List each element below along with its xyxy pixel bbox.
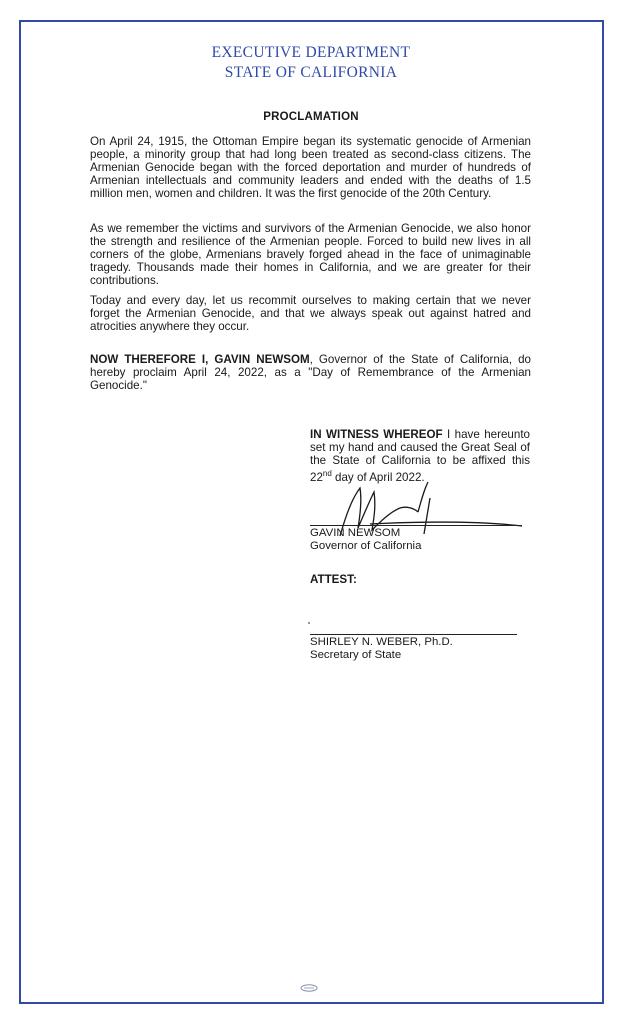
governor-name: GAVIN NEWSOM [310,527,401,539]
attest-label: ATTEST: [310,573,357,586]
header-department: EXECUTIVE DEPARTMENT [211,44,411,61]
secretary-block [310,636,453,662]
proclamation-lead: NOW THEREFORE I, GAVIN NEWSOM [90,353,310,366]
governor-signature-line [310,525,522,526]
stray-mark [308,622,310,624]
header-state: STATE OF CALIFORNIA [224,64,398,81]
secretary-title: Secretary of State [310,649,402,661]
document-header [0,43,622,83]
proclamation-title: PROCLAMATION [263,111,359,123]
witness-lead: IN WITNESS WHEREOF [310,428,443,441]
witness-clause [310,428,530,484]
attest-signature-line [310,634,517,635]
union-bug-icon [300,984,318,992]
proclamation-text: , Governor of the State of California, do hereby proclaim April 24, 2022, as a "Day of Remembrance of the Armenian Genocide." [90,353,531,393]
witness-text-before: I have hereunto set my hand and caused the Great Seal of the State of California to be affixed this 22 [310,428,530,485]
paragraph-history: On April 24, 1915, the Ottoman Empire began its systematic genocide of Armenian people, a minority group that had long been treated as second-class citizens. The Armenian Genocide began with the forced deportation and murder of hundreds of Armenian intellectuals and community leaders and ended with the deaths of 1.5 million men, women and children. It was the first genocide of the 20th Century. [90,135,531,201]
witness-superscript: nd [322,469,332,479]
proclamation-statement [90,353,531,392]
governor-title: Governor of California [310,540,422,552]
paragraph-recommit: Today and every day, let us recommit ourselves to making certain that we never forget the Armenian Genocide, and that we always speak out against hatred and atrocities anywhere they occur. [90,294,531,334]
secretary-name: SHIRLEY N. WEBER, Ph.D. [310,636,453,648]
paragraph-remembrance: As we remember the victims and survivors of the Armenian Genocide, we also honor the strength and resilience of the Armenian people. Forced to build new lives in all corners of the globe, Armenians bravely forged ahead in the face of unimaginable tragedy. Thousands made their homes in California, and we are greater for their contributions. [90,222,531,288]
governor-block [310,527,421,553]
witness-text-after: day of April 2022. [331,471,425,485]
